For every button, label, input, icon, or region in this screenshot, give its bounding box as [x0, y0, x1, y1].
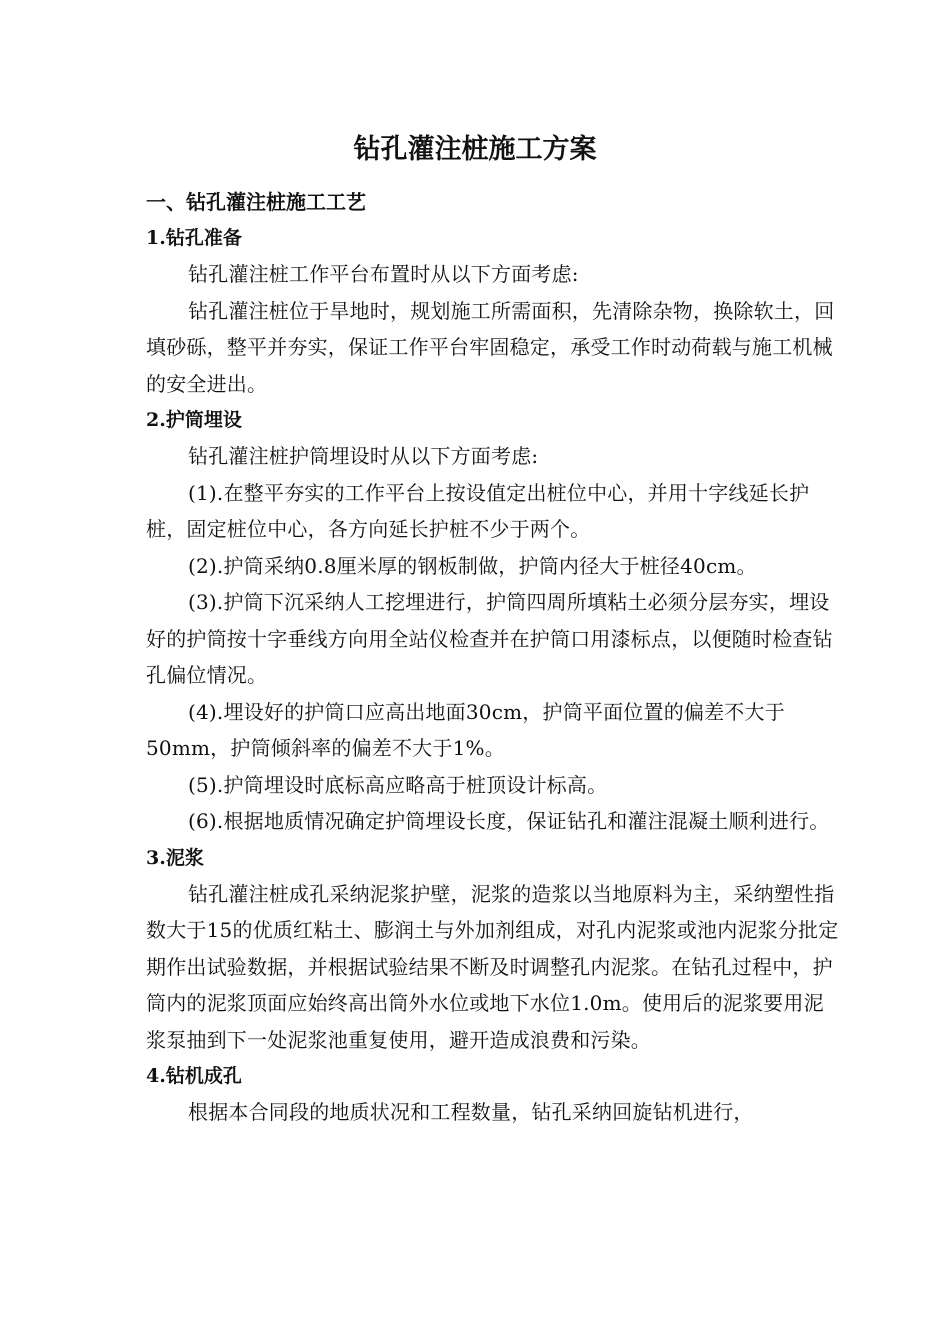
subsection-heading-drilling: 4.钻机成孔 [146, 1065, 242, 1087]
paragraph: (5).护筒埋设时底标高应略高于桩顶设计标高。 [188, 772, 608, 797]
paragraph: (2).护筒采纳0.8厘米厚的钢板制做，护筒内径大于桩径40cm。 [188, 553, 757, 578]
subsection-heading-mud: 3.泥浆 [146, 846, 204, 869]
document-body [146, 184, 840, 1131]
section-heading-construction-process: 一、钻孔灌注桩施工工艺 [146, 190, 366, 214]
paragraph: 钻孔灌注桩护筒埋设时从以下方面考虑: [188, 444, 539, 468]
paragraph: (3).护筒下沉采纳人工挖埋进行，护筒四周所填粘土必须分层夯实，埋设好的护筒按十字垂线方向用全站仪检查并在护筒口用漆标点，以便随时检查钻孔偏位情况。 [146, 590, 833, 687]
paragraph: 钻孔灌注桩工作平台布置时从以下方面考虑: [188, 262, 579, 286]
paragraph: 根据本合同段的地质状况和工程数量，钻孔采纳回旋钻机进行， [188, 1100, 754, 1124]
paragraph: (4).埋设好的护筒口应高出地面30cm，护筒平面位置的偏差不大于50mm，护筒倾斜率的偏差不大于1%。 [146, 699, 785, 760]
paragraph: (1).在整平夯实的工作平台上按设值定出桩位中心，并用十字线延长护桩，固定桩位中心，各方向延长护桩不少于两个。 [146, 480, 810, 541]
subsection-heading-casing-installation: 2.护筒埋设 [146, 409, 242, 431]
paragraph: 钻孔灌注桩成孔采纳泥浆护壁，泥浆的造浆以当地原料为主，采纳塑性指数大于15的优质红粘土、膨润土与外加剂组成，对孔内泥浆或池内泥浆分批定期作出试验数据，并根据试验结果不断及时调整孔内泥浆。在钻孔过程中，护筒内的泥浆顶面应始终高出筒外水位或地下水位1.0m。使用后的泥浆要用泥浆泵抽到下一处泥浆池重复使用，避开造成浪费和污染。 [146, 881, 839, 1052]
subsection-heading-drilling-preparation: 1.钻孔准备 [146, 227, 242, 249]
document-title: 钻孔灌注桩施工方案 [353, 134, 597, 165]
paragraph: 钻孔灌注桩位于旱地时，规划施工所需面积，先清除杂物，换除软土，回填砂砾，整平并夯实，保证工作平台牢固稳定，承受工作时动荷载与施工机械的安全进出。 [146, 298, 835, 396]
paragraph: (6).根据地质情况确定护筒埋设长度，保证钻孔和灌注混凝土顺利进行。 [188, 809, 830, 833]
